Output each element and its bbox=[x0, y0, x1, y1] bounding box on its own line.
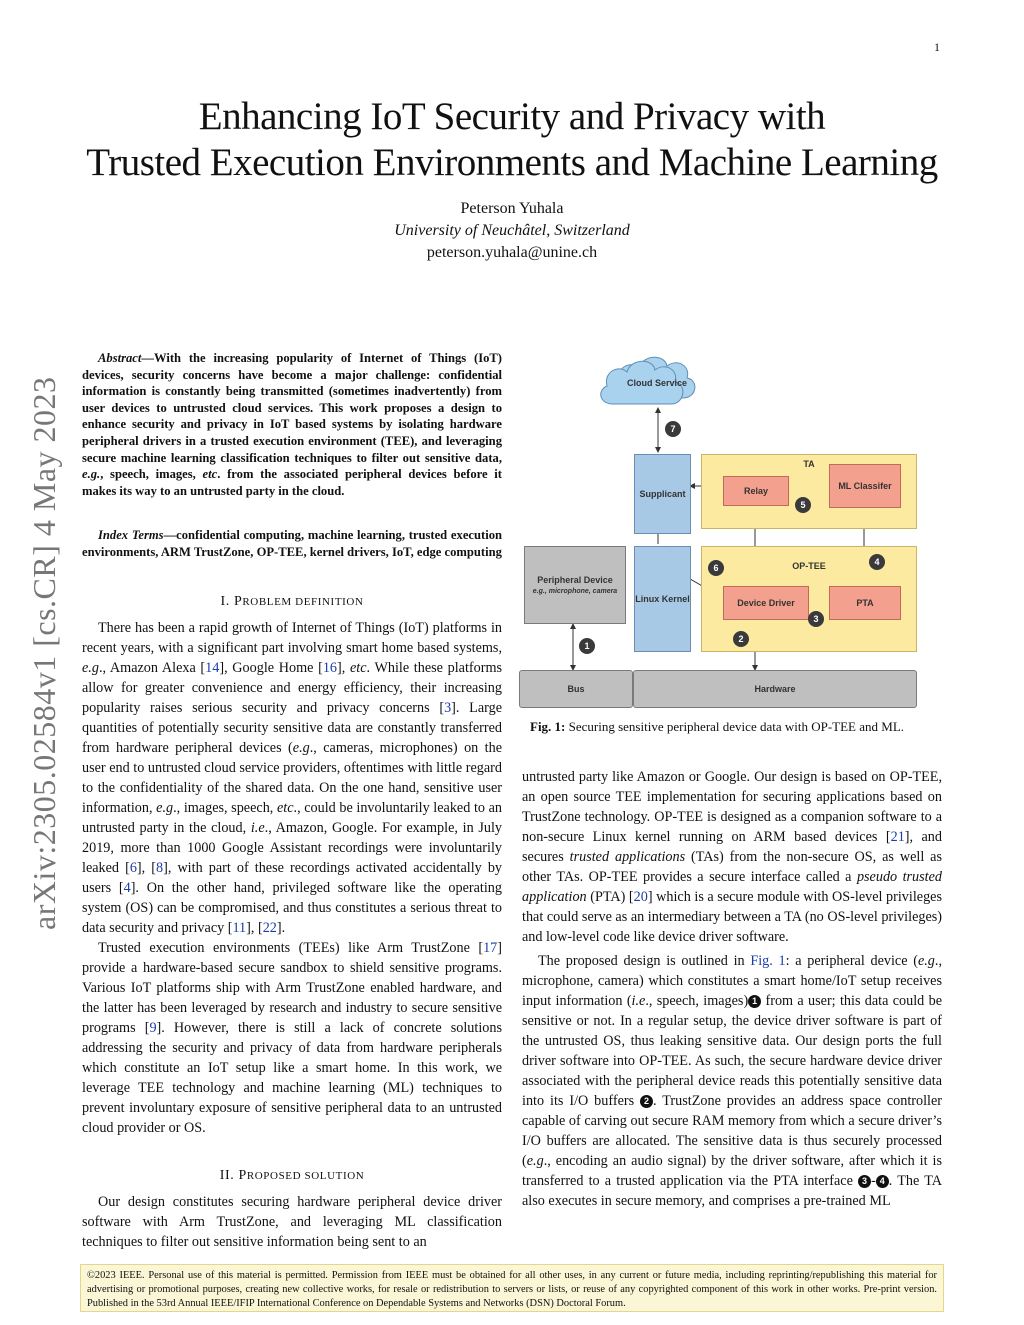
citation-link[interactable]: 11 bbox=[232, 920, 247, 936]
author-email: peterson.yuhala@unine.ch bbox=[426, 244, 598, 261]
step-7-marker: 7 bbox=[665, 421, 681, 437]
abstract-text-2: , speech, images, bbox=[100, 467, 203, 482]
peripheral-device-box bbox=[524, 546, 626, 624]
title-line-1: Enhancing IoT Security and Privacy with bbox=[198, 95, 826, 138]
step-2-marker: 2 bbox=[733, 631, 749, 647]
figure-caption-text: Securing sensitive peripheral device data with OP-TEE and ML. bbox=[565, 719, 905, 734]
citation-link[interactable]: 8 bbox=[156, 860, 164, 876]
step-5-marker: 5 bbox=[795, 497, 811, 513]
title-line-2: Trusted Execution Environments and Machine Learning bbox=[86, 141, 938, 184]
abstract-eg: e.g. bbox=[82, 467, 101, 482]
paper-title bbox=[0, 94, 1024, 186]
abstract bbox=[82, 350, 502, 499]
figure-caption-label: Fig. 1: bbox=[530, 719, 566, 734]
pta-box: PTA bbox=[829, 586, 901, 620]
step-1-inline-marker: 1 bbox=[748, 995, 761, 1008]
citation-link[interactable]: 4 bbox=[123, 880, 131, 896]
bus-box: Bus bbox=[519, 670, 633, 708]
arxiv-stamp: arXiv:2305.02584v1 [cs.CR] 4 May 2023 bbox=[26, 376, 62, 930]
citation-link[interactable]: 20 bbox=[633, 889, 648, 905]
index-terms bbox=[82, 527, 502, 560]
right-column-body: untrusted party like Amazon or Google. Our design is based on OP-TEE, an open source TEE implementation for securing applications based on TrustZone technology. OP-TEE is designed as a companion software to a non-secure Linux kernel running on ARM based devices [21], and secures trusted applications (TAs) from the non-secure OS, as well as other TAs. OP-TEE provides a secure interface called a pseudo trusted application (PTA) [20] which is a secure module with OS-level privileges that could serve as an intermediary between a TA (no OS-level privileges) and low-level code like device driver software. The proposed design is outlined in Fig. 1: a peripheral device (e.g., microphone, camera) which constitutes a smart home/IoT setup receives input information (i.e., speech, images) 1 from a user; this data could be sensitive or not. In a regular setup, the device driver software is part of the untrusted OS, thus leaking sensitive data. Our design ports the full driver software into OP-TEE. As such, the secure hardware device driver associated with the peripheral device reads this potentially sensitive data into its I/O buffers 2 . TrustZone provides an address space controller capable of carving out secure RAM memory from which a secure driver’s I/O buffers are allocated. The sensitive data is thus securely processed (e.g., encoding an audio signal) by the driver software, after which it is transferred to a trusted application via the PTA interface 3 - 4 . The TA also executes in secure memory, and comprises a pre-trained ML bbox=[522, 769, 943, 1209]
relay-box: Relay bbox=[723, 476, 789, 506]
citation-link[interactable]: 16 bbox=[322, 660, 337, 676]
device-driver-box: Device Driver bbox=[723, 586, 809, 620]
step-4-marker: 4 bbox=[869, 554, 885, 570]
citation-link[interactable]: 9 bbox=[149, 1020, 157, 1036]
figure-1 bbox=[515, 336, 925, 714]
citation-link[interactable]: 14 bbox=[205, 660, 220, 676]
author-affiliation: University of Neuchâtel, Switzerland bbox=[394, 222, 630, 239]
abstract-text: —With the increasing popularity of Internet of Things (IoT) devices, security concerns have become a major challenge: confidential information is constantly being transmitted (sometimes inadvertently) from user devices to untrusted cloud services. This work proposes a design to enhance security and privacy in IoT based systems by isolating hardware peripheral drivers in a trusted execution environment (TEE), and leveraging secure machine learning classification techniques to filter out sensitive data, bbox=[82, 351, 502, 465]
supplicant-box: Supplicant bbox=[634, 454, 691, 534]
linux-kernel-box: Linux Kernel bbox=[634, 546, 691, 652]
page-number: 1 bbox=[934, 40, 940, 54]
section-2-body: Our design constitutes securing hardware peripheral device driver software with Arm TrustZone, and leveraging ML classification techniques to filter out sensitive information being sent to an bbox=[82, 1194, 502, 1250]
abstract-etc: etc bbox=[202, 467, 218, 482]
cloud-service-label: Cloud Service bbox=[626, 378, 688, 388]
hardware-box: Hardware bbox=[633, 670, 917, 708]
section-1-heading: I. PROBLEM DEFINITION bbox=[220, 594, 364, 609]
abstract-label: Abstract bbox=[98, 351, 142, 365]
section-1-body: There has been a rapid growth of Internet of Things (IoT) platforms in recent years, with a significant part involving smart home based systems, e.g., Amazon Alexa [14], Google Home [16], etc. While these platforms allow for greater convenience and energy efficiency, their increasing popularity raises serious security and privacy concerns [3]. Large quantities of potentially security sensitive data are constantly transferred from hardware peripheral devices (e.g., cameras, microphones) on the user end to untrusted cloud service providers, oftentimes with little regard to the confidentiality of the shared data. On the one hand, sensitive user information, e.g., images, speech, etc., could be involuntarily leaked to an untrusted party in the cloud, i.e., Amazon, Google. For example, in July 2019, more than 1000 Google Assistant recordings were involuntarily leaked [6], [8], with part of these recordings activated accidentally by users [4]. On the other hand, privileged software like the operating system (OS) can be compromised, and thus constitutes a serious threat to data security and privacy [11], [22]. Trusted execution environments (TEEs) like Arm TrustZone [17] provide a hardware-based secure sandbox to shield sensitive programs. Various IoT platforms ship with Arm TrustZone enabled hardware, and the latter has been leveraged by research and industry to secure sensitive programs [9]. However, there is still a lack of concrete solutions addressing the security and privacy of data from hardware peripherals which constitute an IoT setup like a smart home. In this work, we leverage TEE technology and machine learning (ML) techniques to prevent involuntary exposure of sensitive peripheral data to an untrusted cloud provider or OS. bbox=[82, 620, 503, 1136]
figure-caption bbox=[530, 719, 904, 735]
copyright-notice: ©2023 IEEE. Personal use of this material is permitted. Permission from IEEE must be obtained for all other uses, in any current or future media, including reprinting/republishing this material for advertising or promotional purposes, creating new collective works, for resale or redistribution to servers or lists, or reuse of any copyrighted component of this work in other works. Pre-print version. Published in the 53rd Annual IEEE/IFIP International Conference on Dependable Systems and Networks (DSN) Doctoral Forum. bbox=[80, 1264, 944, 1312]
ta-box: TA bbox=[701, 454, 917, 529]
peripheral-device-label: Peripheral Device bbox=[537, 575, 613, 585]
peripheral-device-examples: e.g., microphone, camera bbox=[532, 588, 618, 595]
step-1-marker: 1 bbox=[579, 638, 595, 654]
step-3-inline-marker: 3 bbox=[858, 1175, 871, 1188]
citation-link[interactable]: 3 bbox=[444, 700, 452, 716]
citation-link[interactable]: 22 bbox=[262, 920, 277, 936]
author-name: Peterson Yuhala bbox=[460, 200, 564, 217]
citation-link[interactable]: 21 bbox=[890, 829, 905, 845]
step-3-marker: 3 bbox=[808, 611, 824, 627]
index-terms-text: —confidential computing, machine learning, trusted execution environments, ARM TrustZone, OP-TEE, kernel drivers, IoT, edge computing bbox=[82, 528, 502, 559]
index-terms-label: Index Terms bbox=[98, 528, 164, 542]
citation-link[interactable]: 6 bbox=[129, 860, 137, 876]
step-2-inline-marker: 2 bbox=[640, 1095, 653, 1108]
figure-reference-link[interactable]: Fig. 1 bbox=[750, 953, 786, 969]
section-2-heading: II. PROPOSED SOLUTION bbox=[219, 1168, 365, 1183]
citation-link[interactable]: 17 bbox=[483, 940, 498, 956]
step-4-inline-marker: 4 bbox=[876, 1175, 889, 1188]
abstract-text-3: . from the associated peripheral devices before it makes its way to an untrusted party in the cloud. bbox=[82, 467, 502, 498]
step-6-marker: 6 bbox=[708, 560, 724, 576]
optee-box: OP-TEE bbox=[701, 546, 917, 652]
ml-classifier-box: ML Classifer bbox=[829, 464, 901, 508]
